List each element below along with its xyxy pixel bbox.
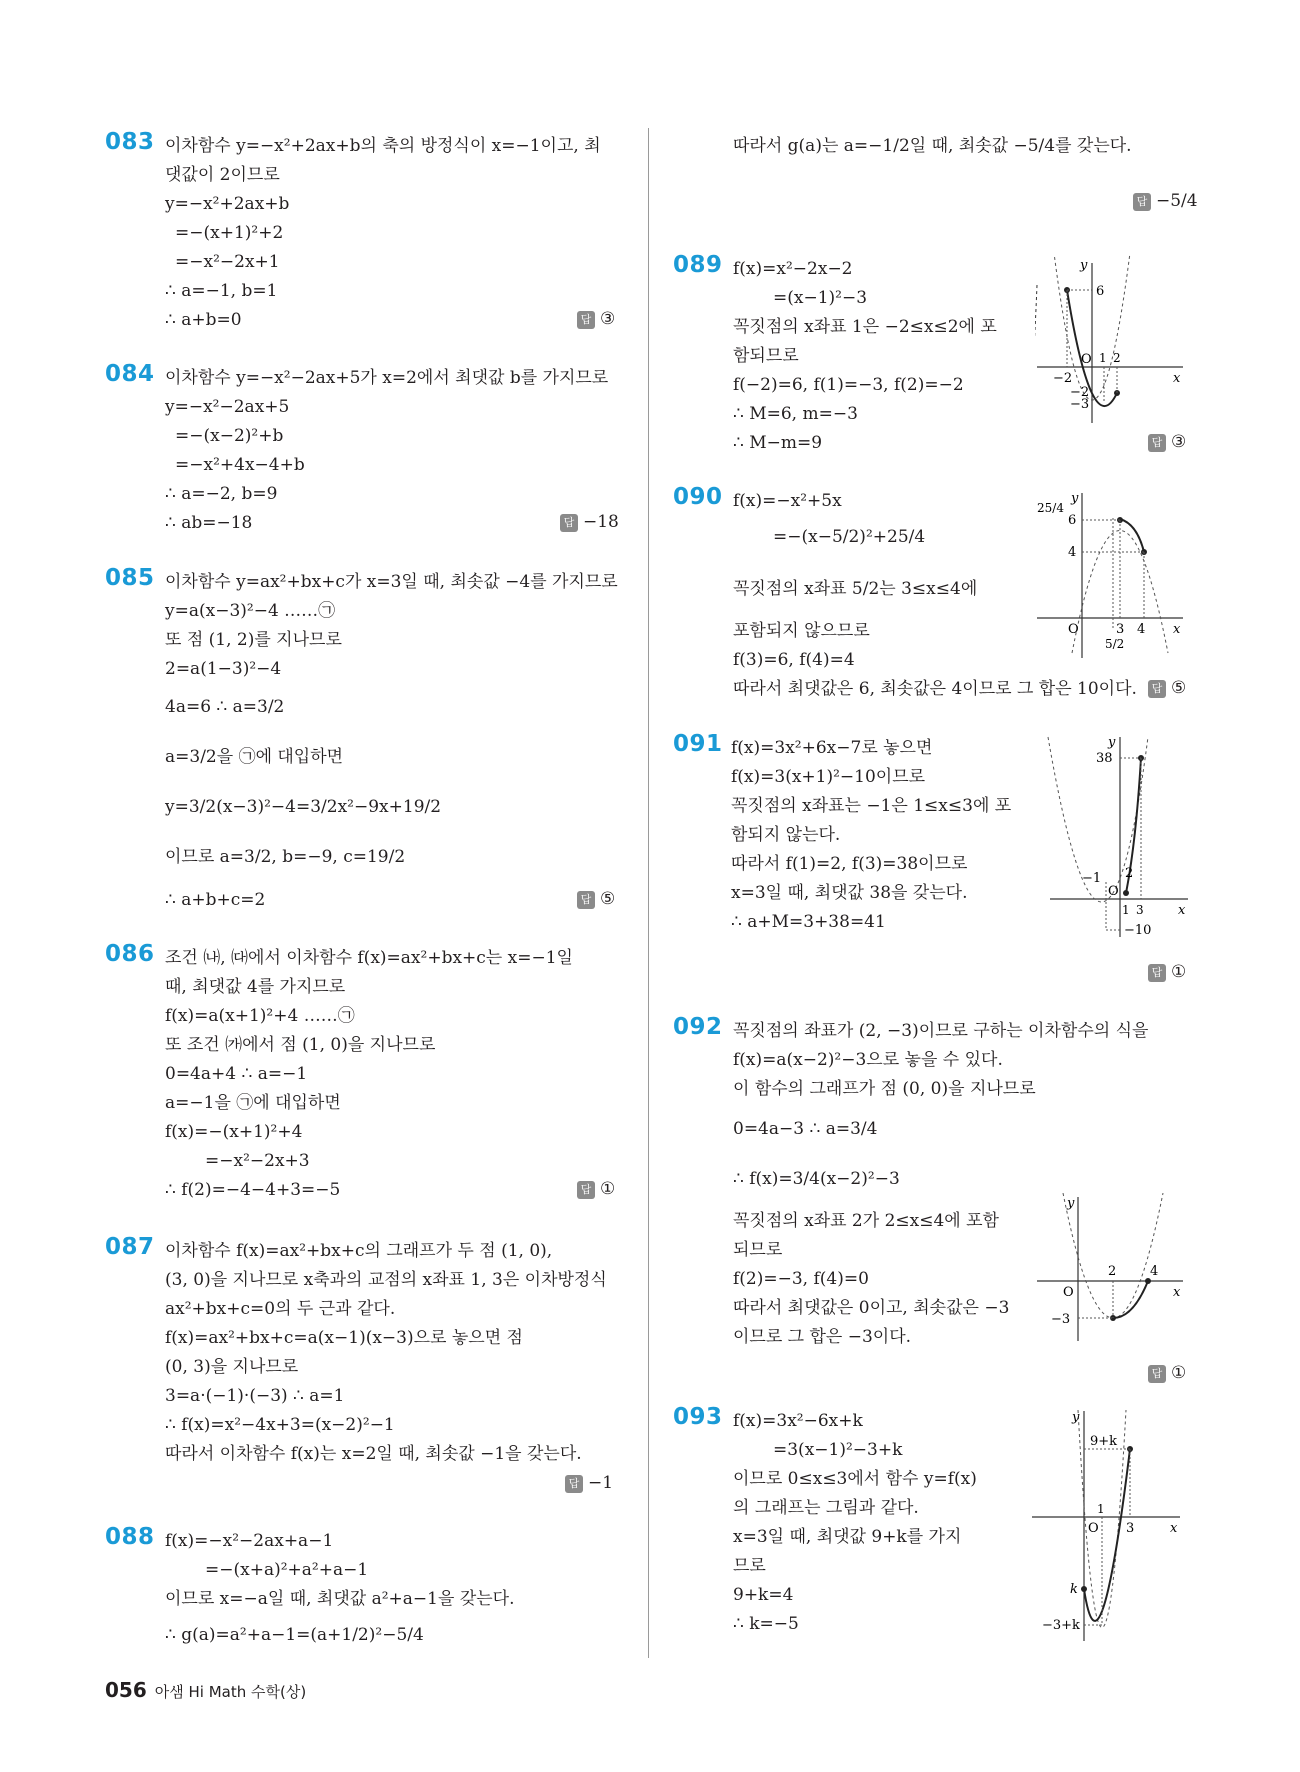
problem-number: 089: [673, 252, 723, 278]
problem-number: 084: [105, 361, 155, 387]
problem-number: 083: [105, 129, 155, 155]
solution-line: 꼭짓점의 x좌표 5/2는 3≤x≤4에: [733, 579, 978, 599]
answer-icon: 답: [1148, 680, 1166, 698]
problem-number: 085: [105, 565, 155, 591]
solution-line: 따라서 이차함수 f(x)는 x=2일 때, 최솟값 −1을 갖는다.: [165, 1444, 582, 1464]
answer-value: ⑤: [1171, 678, 1187, 698]
solution-line: f(x)=a(x−2)²−3으로 놓을 수 있다.: [733, 1050, 1003, 1070]
solution-line: ∴ g(a)=a²+a−1=(a+1/2)²−5/4: [165, 1625, 424, 1645]
x-tick-label: 4: [1137, 622, 1146, 637]
problem-number: 092: [673, 1014, 723, 1040]
page-number: 056: [105, 1678, 147, 1702]
answer-value: −1: [588, 1473, 614, 1493]
solution-line: 따라서 최댓값은 6, 최솟값은 4이므로 그 합은 10이다.: [733, 679, 1137, 699]
solution-line: 이므로 a=3/2, b=−9, c=19/2: [165, 847, 406, 867]
solution-line: f(x)=3x²−6x+k: [733, 1411, 863, 1431]
solution-line: 이차함수 y=−x²+2ax+b의 축의 방정식이 x=−1이고, 최: [165, 136, 601, 156]
answer-icon: 답: [577, 311, 595, 329]
solution-line: =−(x−2)²+b: [175, 426, 284, 446]
solution-line: 따라서 f(1)=2, f(3)=38이므로: [731, 854, 968, 874]
book-title: 아샘 Hi Math 수학(상): [154, 1683, 307, 1701]
y-tick-label: 4: [1068, 545, 1077, 560]
solution-line: 이 함수의 그래프가 점 (0, 0)을 지나므로: [733, 1079, 1036, 1099]
solution-line: 꼭짓점의 좌표가 (2, −3)이므로 구하는 이차함수의 식을: [733, 1021, 1149, 1041]
solution-line: 꼭짓점의 x좌표 1은 −2≤x≤2에 포: [733, 317, 997, 337]
solution-line: ∴ ab=−18: [165, 513, 253, 533]
solution-line: f(x)=x²−2x−2: [733, 259, 853, 279]
solution-line: (3, 0)을 지나므로 x축과의 교점의 x좌표 1, 3은 이차방정식: [165, 1270, 607, 1290]
solution-line: 3=a·(−1)·(−3) ∴ a=1: [165, 1386, 345, 1406]
answer-value: −5/4: [1156, 191, 1198, 211]
y-tick-label: 2: [1125, 866, 1134, 881]
answer: [577, 309, 615, 329]
solution-line: 4a=6 ∴ a=3/2: [165, 697, 285, 717]
y-tick-label: −10: [1124, 923, 1152, 938]
solution-line: f(x)=ax²+bx+c=a(x−1)(x−3)으로 놓으면 점: [165, 1328, 523, 1348]
solution-line: =−(x+a)²+a²+a−1: [205, 1560, 369, 1580]
x-tick-label: 2: [1113, 351, 1121, 365]
x-tick-label: 3: [1136, 903, 1144, 917]
solution-line: 이차함수 y=−x²−2ax+5가 x=2에서 최댓값 b를 가지므로: [165, 368, 609, 388]
solution-line: y=−x²+2ax+b: [165, 194, 290, 214]
y-axis-label: y: [1108, 735, 1116, 750]
vertex-x-label: 5/2: [1105, 637, 1125, 651]
solution-line: f(−2)=6, f(1)=−3, f(2)=−2: [733, 375, 964, 395]
y-tick-label: −2: [1070, 385, 1090, 400]
y-tick-label: k: [1070, 1582, 1078, 1597]
y-tick-label: −3+k: [1042, 1618, 1080, 1633]
origin-label: O: [1068, 622, 1079, 637]
problem-number: 093: [673, 1404, 723, 1430]
solution-line: 또 조건 ㈎에서 점 (1, 0)을 지나므로: [165, 1035, 436, 1055]
problem-number: 087: [105, 1234, 155, 1260]
answer-icon: 답: [1148, 434, 1166, 452]
y-axis-label: y: [1080, 258, 1088, 273]
answer: [565, 1473, 613, 1493]
x-axis-label: x: [1173, 1285, 1181, 1300]
solution-line: y=a(x−3)²−4 ……㉠: [165, 601, 336, 621]
solution-line: ∴ f(x)=x²−4x+3=(x−2)²−1: [165, 1415, 395, 1435]
x-tick-label: −1: [1082, 871, 1102, 886]
solution-line: 댓값이 2이므로: [165, 165, 280, 185]
x-axis-label: x: [1173, 622, 1181, 637]
answer-value: ①: [1171, 962, 1187, 982]
solution-line: 꼭짓점의 x좌표 2가 2≤x≤4에 포함: [733, 1211, 999, 1231]
answer: [577, 1179, 615, 1199]
x-tick-label: 4: [1150, 1264, 1159, 1279]
solution-line: 므로: [733, 1556, 766, 1576]
answer-icon: 답: [1148, 1365, 1166, 1383]
solution-line: 조건 ㈏, ㈐에서 이차함수 f(x)=ax²+bx+c는 x=−1일: [165, 948, 573, 968]
solution-line: ∴ a=−2, b=9: [165, 484, 278, 504]
solution-line: 2=a(1−3)²−4: [165, 659, 282, 679]
solution-line: =3(x−1)²−3+k: [773, 1440, 903, 1460]
solution-line: ∴ M=6, m=−3: [733, 404, 858, 424]
y-axis-label: y: [1072, 1410, 1080, 1425]
solution-line: 꼭짓점의 x좌표는 −1은 1≤x≤3에 포: [731, 796, 1012, 816]
answer-value: ①: [600, 1179, 616, 1199]
solution-line: (0, 3)을 지나므로: [165, 1357, 299, 1377]
solution-line: x=3일 때, 최댓값 38을 갖는다.: [731, 883, 968, 903]
column-divider: [648, 128, 649, 1658]
y-axis-label: y: [1071, 491, 1079, 506]
solution-line: f(x)=−(x+1)²+4: [165, 1122, 303, 1142]
answer: [1148, 678, 1186, 698]
solution-line: 포함되지 않으므로: [733, 621, 870, 641]
x-tick-label: 1: [1099, 351, 1107, 365]
answer-value: ①: [1171, 1363, 1187, 1383]
x-tick-label: 3: [1126, 1521, 1135, 1536]
solution-line: =−x²+4x−4+b: [175, 455, 305, 475]
x-tick-label: 2: [1108, 1264, 1117, 1279]
answer: [1148, 962, 1186, 982]
solution-line: ∴ a+b+c=2: [165, 890, 266, 910]
answer-icon: 답: [577, 891, 595, 909]
solution-line: a=−1을 ㉠에 대입하면: [165, 1093, 341, 1113]
solution-line: 또 점 (1, 2)를 지나므로: [165, 630, 342, 650]
solution-line: =−x²−2x+3: [205, 1151, 310, 1171]
solution-line: 0=4a+4 ∴ a=−1: [165, 1064, 308, 1084]
solution-line: 함되므로: [733, 346, 799, 366]
y-tick-label: 38: [1096, 751, 1113, 766]
x-axis-label: x: [1170, 1521, 1178, 1536]
solution-line: ∴ a+M=3+38=41: [731, 912, 886, 932]
solution-line: 이므로 0≤x≤3에서 함수 y=f(x): [733, 1469, 977, 1489]
x-tick-label: 1: [1097, 1502, 1105, 1516]
page-footer: [105, 1678, 306, 1702]
answer-value: −18: [583, 512, 619, 532]
answer-icon: 답: [1148, 964, 1166, 982]
solution-line: =−(x−5/2)²+25/4: [773, 527, 926, 547]
answer: [577, 889, 615, 909]
solution-line: 되므로: [733, 1240, 783, 1260]
solution-line: =−(x+1)²+2: [175, 223, 284, 243]
answer-icon: 답: [1133, 193, 1151, 211]
solution-line: 함되지 않는다.: [731, 825, 841, 845]
solution-line: y=3/2(x−3)²−4=3/2x²−9x+19/2: [165, 797, 442, 817]
y-tick-label: −3: [1070, 397, 1090, 412]
x-axis-label: x: [1178, 903, 1186, 918]
solution-line: 따라서 최댓값은 0이고, 최솟값은 −3: [733, 1298, 1010, 1318]
solution-line: 이차함수 y=ax²+bx+c가 x=3일 때, 최솟값 −4를 가지므로: [165, 572, 618, 592]
solution-line: 따라서 g(a)는 a=−1/2일 때, 최솟값 −5/4를 갖는다.: [733, 136, 1132, 156]
answer: [1148, 432, 1186, 452]
y-tick-label: 25/4: [1037, 501, 1064, 515]
origin-label: O: [1063, 1285, 1074, 1300]
solution-line: ∴ f(2)=−4−4+3=−5: [165, 1180, 341, 1200]
solution-line: f(3)=6, f(4)=4: [733, 650, 855, 670]
graph-092: [1035, 1193, 1185, 1343]
solution-line: a=3/2을 ㉠에 대입하면: [165, 747, 344, 767]
solution-line: ax²+bx+c=0의 두 근과 같다.: [165, 1299, 396, 1319]
solution-line: =(x−1)²−3: [773, 288, 868, 308]
graph-089: [1035, 255, 1185, 425]
y-tick-label: −3: [1051, 1312, 1071, 1327]
solution-line: y=−x²−2ax+5: [165, 397, 290, 417]
y-tick-label: 6: [1096, 284, 1105, 299]
answer: [1148, 1363, 1186, 1383]
graph-093: [1030, 1405, 1185, 1645]
solution-line: =−x²−2x+1: [175, 252, 280, 272]
answer: [1133, 191, 1198, 211]
answer-icon: 답: [560, 514, 578, 532]
solution-line: 때, 최댓값 4를 가지므로: [165, 977, 346, 997]
solution-line: ∴ k=−5: [733, 1614, 799, 1634]
x-tick-label: −2: [1053, 371, 1073, 386]
solution-line: ∴ f(x)=3/4(x−2)²−3: [733, 1169, 900, 1189]
x-tick-label: 1: [1122, 903, 1130, 917]
answer: [560, 512, 619, 532]
origin-label: O: [1108, 884, 1119, 899]
x-tick-label: 3: [1116, 622, 1125, 637]
y-axis-label: y: [1067, 1196, 1075, 1211]
answer-value: ⑤: [600, 889, 616, 909]
solution-line: ∴ M−m=9: [733, 433, 823, 453]
solution-line: f(x)=3x²+6x−7로 놓으면: [731, 738, 933, 758]
solution-line: 이차함수 f(x)=ax²+bx+c의 그래프가 두 점 (1, 0),: [165, 1241, 553, 1261]
answer-icon: 답: [577, 1181, 595, 1199]
solution-line: 이므로 x=−a일 때, 최댓값 a²+a−1을 갖는다.: [165, 1589, 515, 1609]
problem-number: 088: [105, 1524, 155, 1550]
y-tick-label: 6: [1068, 513, 1077, 528]
solution-line: f(x)=3(x+1)²−10이므로: [731, 767, 926, 787]
solution-line: 의 그래프는 그림과 같다.: [733, 1498, 919, 1518]
problem-number: 091: [673, 731, 723, 757]
solution-line: ∴ a+b=0: [165, 310, 242, 330]
solution-line: x=3일 때, 최댓값 9+k를 가지: [733, 1527, 962, 1547]
graph-090: [1035, 488, 1185, 663]
solution-line: f(x)=−x²+5x: [733, 491, 842, 511]
problem-number: 090: [673, 484, 723, 510]
solution-line: f(2)=−3, f(4)=0: [733, 1269, 869, 1289]
solution-line: 0=4a−3 ∴ a=3/4: [733, 1119, 878, 1139]
origin-label: O: [1088, 1521, 1099, 1536]
solution-line: 9+k=4: [733, 1585, 794, 1605]
y-tick-label: 9+k: [1090, 1434, 1118, 1449]
x-axis-label: x: [1173, 371, 1181, 386]
graph-091: [1040, 732, 1190, 942]
answer-value: ③: [1171, 432, 1187, 452]
solution-line: 이므로 그 합은 −3이다.: [733, 1327, 912, 1347]
origin-label: O: [1081, 352, 1092, 367]
solution-line: ∴ a=−1, b=1: [165, 281, 278, 301]
solution-line: f(x)=a(x+1)²+4 ……㉠: [165, 1006, 355, 1026]
answer-value: ③: [600, 309, 616, 329]
problem-number: 086: [105, 941, 155, 967]
answer-icon: 답: [565, 1475, 583, 1493]
solution-line: f(x)=−x²−2ax+a−1: [165, 1531, 334, 1551]
